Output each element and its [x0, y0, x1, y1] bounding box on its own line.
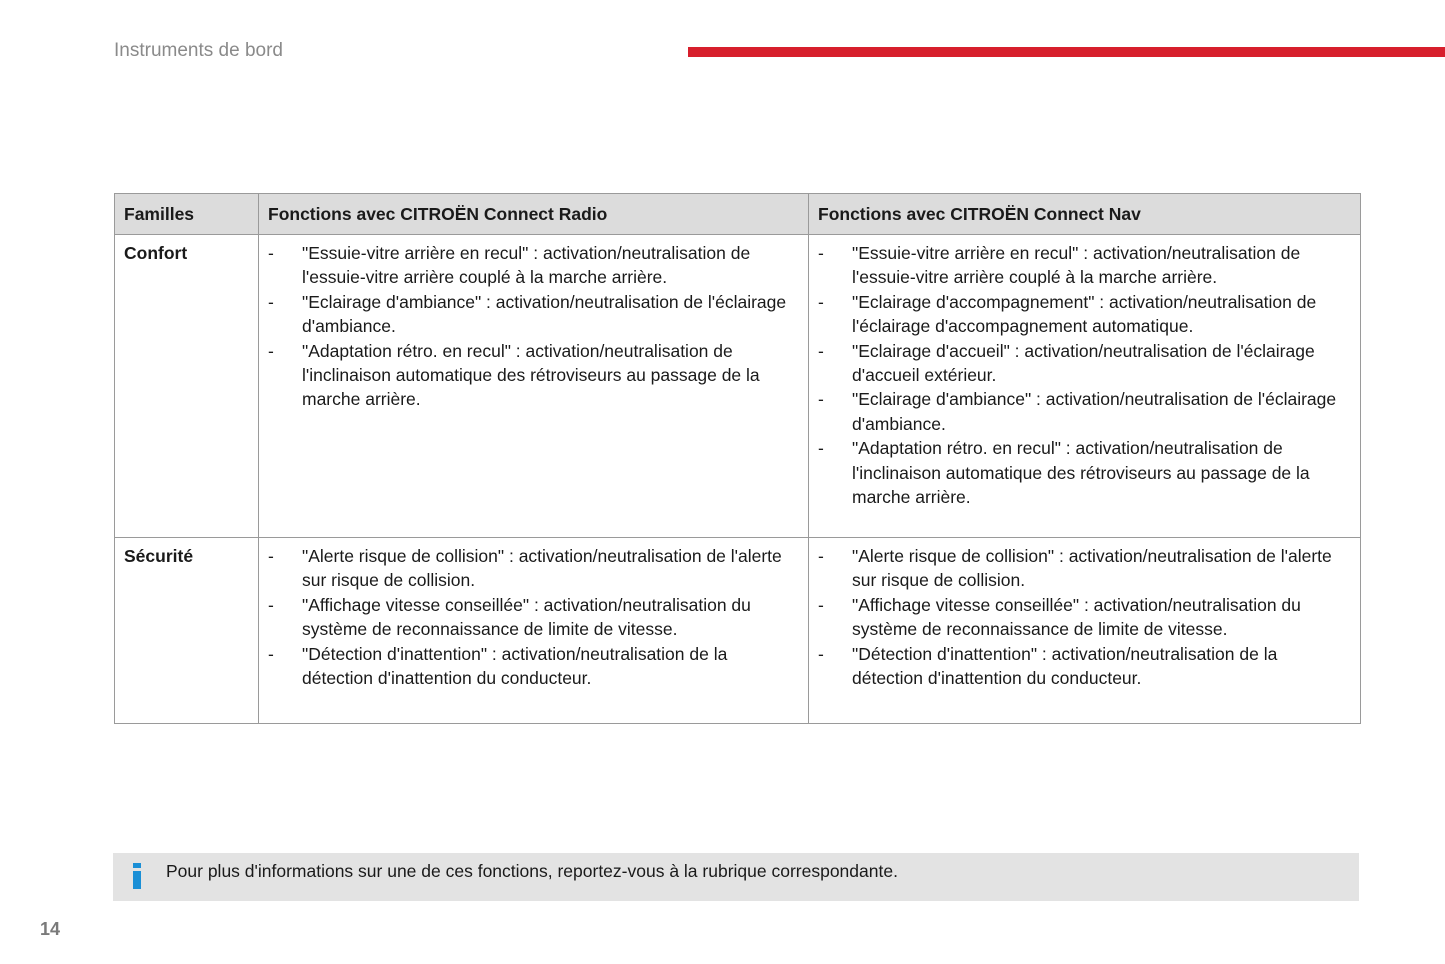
function-text: "Essuie-vitre arrière en recul" : activation/neutralisation de l'essuie-vitre arrière couplé à la marche arrière. [852, 243, 1301, 288]
header-accent-bar [688, 47, 1445, 57]
functions-table [114, 193, 1361, 724]
function-text: "Détection d'inattention" : activation/neutralisation de la détection d'inattention du conducteur. [302, 643, 728, 689]
family-cell: Sécurité [115, 538, 259, 724]
function-text: "Adaptation rétro. en recul" : activation/neutralisation de l'inclinaison automatique des rétroviseurs au passage de la marche arrière. [302, 340, 760, 410]
bullet-dash: - [268, 291, 274, 312]
nav-functions-cell [809, 538, 1361, 724]
list-item [818, 544, 1352, 593]
info-note-text: Pour plus d'informations sur une de ces fonctions, reportez-vous à la rubrique correspondante. [166, 861, 898, 881]
list-item [818, 436, 1352, 509]
bullet-dash: - [818, 243, 824, 263]
bullet-dash: - [818, 546, 824, 566]
table-header-row [115, 194, 1361, 235]
list-item [818, 241, 1352, 290]
bullet-dash: - [268, 340, 274, 361]
family-cell: Confort [115, 235, 259, 538]
list-item [268, 241, 800, 290]
list-item [268, 544, 800, 593]
table-row [115, 538, 1361, 724]
bullet-dash: - [268, 243, 274, 263]
column-header: Familles [115, 194, 259, 235]
function-text: "Adaptation rétro. en recul" : activation/neutralisation de l'inclinaison automatique des rétroviseurs au passage de la marche arrière. [852, 438, 1310, 508]
function-text: "Eclairage d'accompagnement" : activation/neutralisation de l'éclairage d'accompagnement automatique. [852, 291, 1317, 337]
function-text: "Affichage vitesse conseillée" : activation/neutralisation du système de reconnaissance de limite de vitesse. [302, 594, 751, 640]
list-item [818, 642, 1352, 691]
bullet-dash: - [268, 594, 274, 615]
function-text: "Affichage vitesse conseillée" : activation/neutralisation du système de reconnaissance de limite de vitesse. [852, 594, 1301, 640]
function-text: "Eclairage d'ambiance" : activation/neutralisation de l'éclairage d'ambiance. [302, 291, 787, 337]
function-text: "Alerte risque de collision" : activation/neutralisation de l'alerte sur risque de collision. [852, 546, 1332, 591]
list-item [268, 642, 800, 691]
bullet-dash: - [818, 643, 824, 664]
bullet-dash: - [818, 594, 824, 615]
bullet-dash: - [818, 438, 824, 459]
nav-functions-cell [809, 235, 1361, 538]
section-title: Instruments de bord [114, 40, 283, 61]
bullet-dash: - [268, 643, 274, 664]
function-text: "Détection d'inattention" : activation/neutralisation de la détection d'inattention du conducteur. [852, 643, 1278, 689]
bullet-dash: - [818, 340, 824, 361]
bullet-dash: - [818, 291, 824, 312]
bullet-dash: - [268, 546, 274, 566]
table-row [115, 235, 1361, 538]
list-item [818, 290, 1352, 339]
list-item [818, 387, 1352, 436]
column-header: Fonctions avec CITROËN Connect Radio [259, 194, 809, 235]
function-text: "Alerte risque de collision" : activation/neutralisation de l'alerte sur risque de collision. [302, 546, 782, 591]
function-text: "Essuie-vitre arrière en recul" : activation/neutralisation de l'essuie-vitre arrière couplé à la marche arrière. [302, 243, 751, 288]
radio-functions-cell [259, 235, 809, 538]
radio-functions-cell [259, 538, 809, 724]
list-item [268, 290, 800, 339]
list-item [818, 339, 1352, 388]
column-header: Fonctions avec CITROËN Connect Nav [809, 194, 1361, 235]
list-item [268, 339, 800, 412]
function-text: "Eclairage d'ambiance" : activation/neutralisation de l'éclairage d'ambiance. [852, 389, 1337, 434]
list-item [818, 593, 1352, 642]
page-number: 14 [40, 919, 61, 939]
info-icon [133, 863, 141, 889]
bullet-dash: - [818, 389, 824, 410]
list-item [268, 593, 800, 642]
info-note [113, 853, 1359, 901]
function-text: "Eclairage d'accueil" : activation/neutralisation de l'éclairage d'accueil extérieur. [852, 340, 1315, 386]
